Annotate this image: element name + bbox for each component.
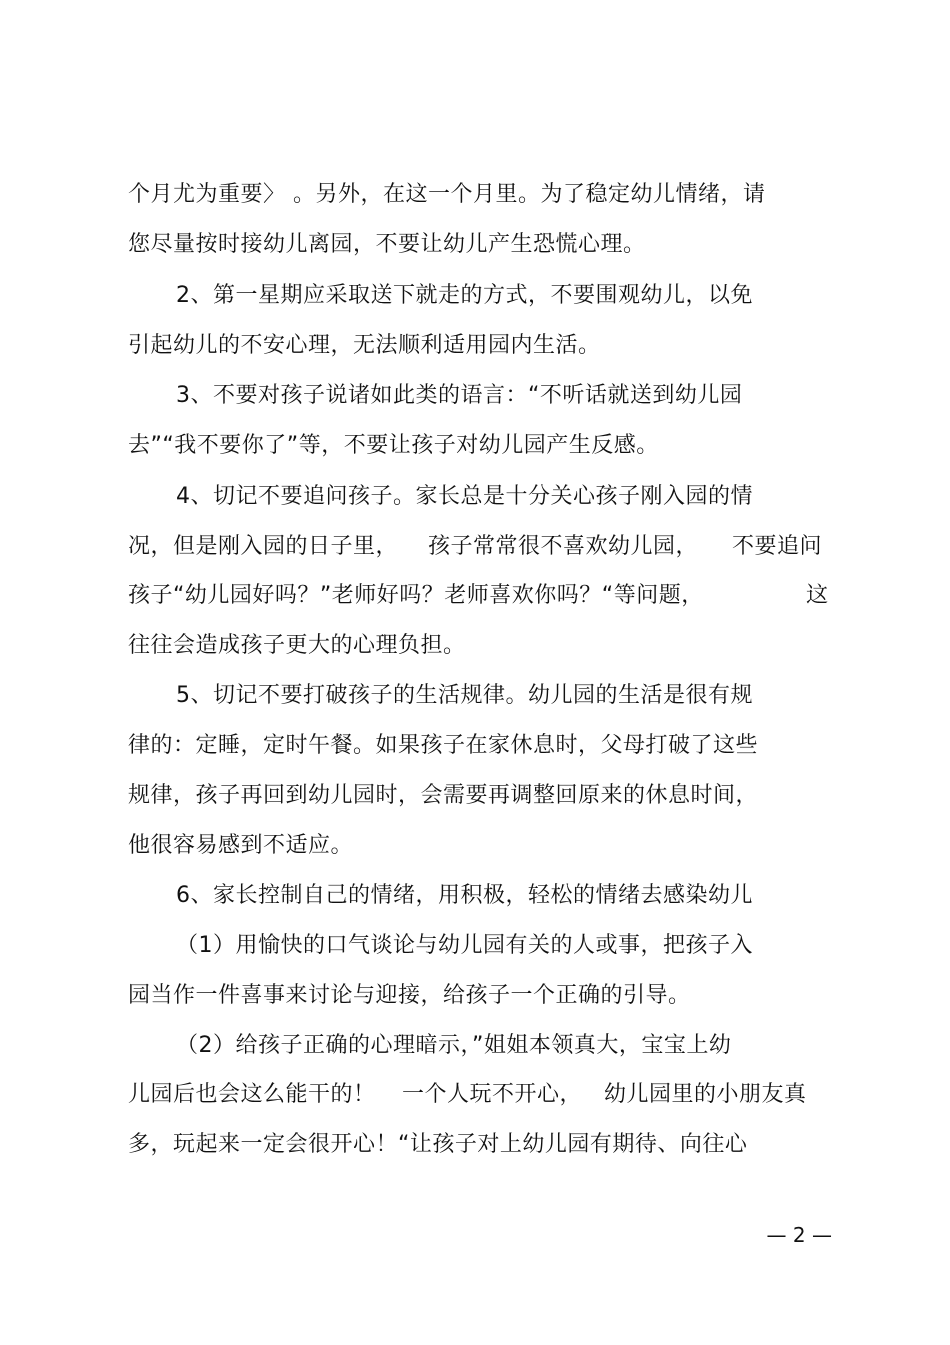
- text-line: 多，玩起来一定会很开心！“让孩子对上幼儿园有期待、向往心: [128, 1132, 748, 1157]
- text-line: 儿园后也会这么能干的！: [128, 1082, 376, 1107]
- text-line: 去”“我不要你了”等，不要让孩子对幼儿园产生反感。: [128, 433, 659, 458]
- text-line: 孩子“幼儿园好吗？”老师好吗？老师喜欢你吗？“等问题，: [128, 583, 704, 608]
- text-line: 不要追问: [732, 534, 823, 559]
- text-line: 园当作一件喜事来讨论与迎接，给孩子一个正确的引导。: [128, 983, 691, 1008]
- text-line: 3、不要对孩子说诸如此类的语言：“不听话就送到幼儿园: [176, 383, 743, 408]
- page-number: — 2 —: [766, 1223, 832, 1247]
- text-line: 孩子常常很不喜欢幼儿园，: [428, 534, 699, 559]
- text-line: 一个人玩不开心，: [402, 1082, 583, 1107]
- text-line: （2）给孩子正确的心理暗示，”姐姐本领真大，宝宝上幼: [176, 1033, 732, 1058]
- text-line: 4、切记不要追问孩子。家长总是十分关心孩子刚入园的情: [176, 484, 753, 509]
- text-line: 这: [806, 583, 829, 608]
- text-line: 幼儿园里的小朋友真: [604, 1082, 807, 1107]
- text-line: 往往会造成孩子更大的心理负担。: [128, 633, 466, 658]
- text-line: 律的：定睡，定时午餐。如果孩子在家休息时，父母打破了这些: [128, 733, 759, 758]
- text-line: 况，但是刚入园的日子里，: [128, 534, 399, 559]
- text-line: 规律，孩子再回到幼儿园时，会需要再调整回原来的休息时间，: [128, 783, 759, 808]
- text-line: 5、切记不要打破孩子的生活规律。幼儿园的生活是很有规: [176, 683, 753, 708]
- text-line: 引起幼儿的不安心理，无法顺利适用园内生活。: [128, 333, 601, 358]
- text-line: 他很容易感到不适应。: [128, 833, 354, 858]
- text-line: （1）用愉快的口气谈论与幼儿园有关的人或事，把孩子入: [176, 933, 753, 958]
- text-line: 2、第一星期应采取送下就走的方式，不要围观幼儿，以免: [176, 283, 753, 308]
- text-line: 6、家长控制自己的情绪，用积极，轻松的情绪去感染幼儿: [176, 883, 753, 908]
- text-line: 个月尤为重要〉 。另外，在这一个月里。为了稳定幼儿情绪，请: [128, 182, 766, 207]
- text-line: 您尽量按时接幼儿离园，不要让幼儿产生恐慌心理。: [128, 232, 646, 257]
